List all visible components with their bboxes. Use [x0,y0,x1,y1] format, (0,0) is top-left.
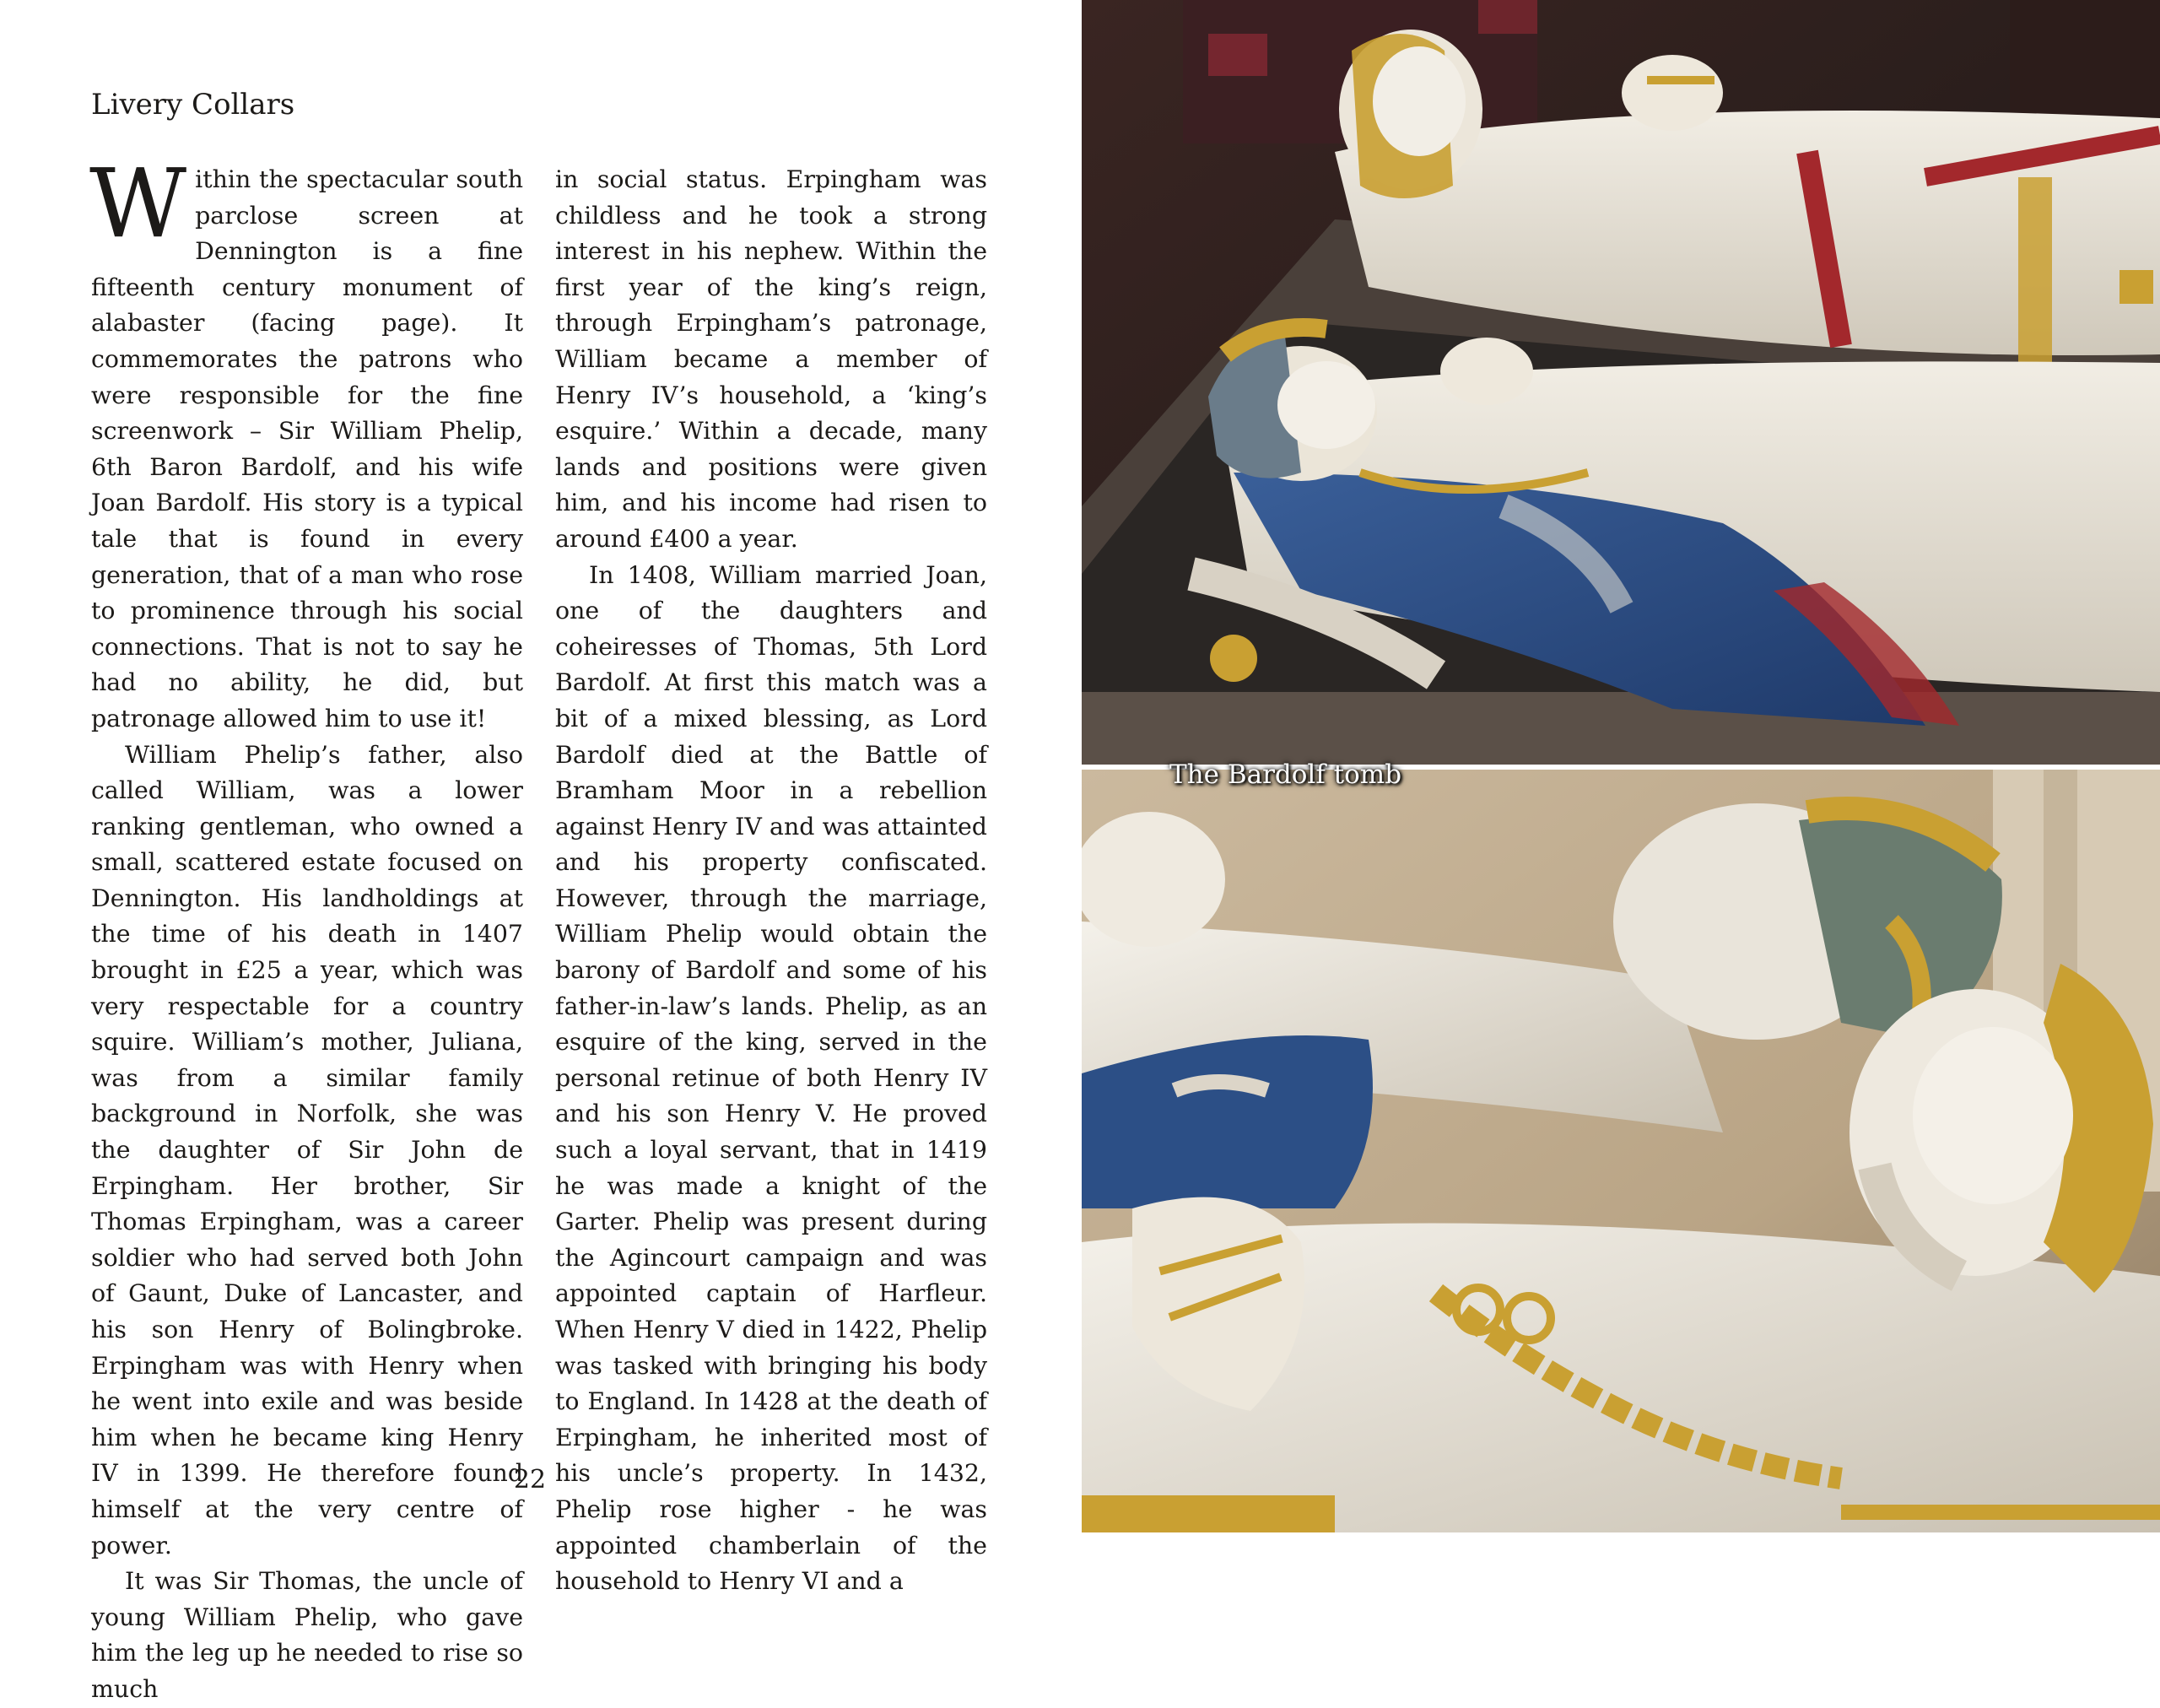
left-page [0,0,1080,1703]
running-head: Livery Collars [91,88,295,122]
paragraph-5: In 1408, William married Joan, one of the daughters and coheiresses of Thomas, 5th Lord Bardolf. At first this match was a bit of a mixed blessing, as Lord Bardolf died at the Battle of Bramham Moor in a rebellion against Henry IV and was attainted and his property confiscated. However, through the marriage, William Phelip would obtain the barony of Bardolf and some of his father-in-law’s lands. Phelip, as an esquire of the king, served in the personal retinue of both Henry IV and his son Henry V. He proved such a loyal servant, that in 1419 he was made a knight of the Garter. Phelip was present during the Agincourt campaign and was appointed captain of Harfleur. When Henry V died in 1422, Phelip was tasked with bringing his body to England. In 1428 at the death of Erpingham, he inherited most of his uncle’s property. In 1432, Phelip rose higher - he was appointed chamberlain of the household to Henry VI and a [555,560,987,1596]
text-column-2 [555,162,987,1600]
right-page [1082,0,2160,1532]
drop-cap: W [89,149,187,259]
tomb-photo-top [1082,0,2160,765]
paragraph-3: It was Sir Thomas, the uncle of young William Phelip, who gave him the leg up he needed to rise so much [91,1567,523,1703]
tomb-photo-bottom [1082,770,2160,1532]
tomb-effigies-closeup-image [1082,770,2160,1532]
paragraph-1 [89,149,523,738]
photo-caption: The Bardolf tomb [1169,759,1402,790]
paragraph-2: William Phelip’s father, also called William, was a lower ranking gentleman, who owned a small, scattered estate focused on Dennington. His landholdings at the time of his death in 1407 brought in £25 a year, which was very respectable for a country squire. William’s mother, Juliana, was from a similar family background in Norfolk, she was the daughter of Sir John de Erpingham. Her brother, Sir Thomas Erpingham, was a career soldier who had served both John of Gaunt, Duke of Lancaster, and his son Henry of Bolingbroke. Erpingham was with Henry when he went into exile and was beside him when he became king Henry IV in 1399. He therefore found himself at the very centre of power. [91,740,523,1559]
paragraph-4: in social status. Erpingham was childless and he took a strong interest in his nephew. Within the first year of the king’s reign, through Erpingham’s patronage, William became a member of Henry IV’s household, a ‘king’s esquire.’ Within a decade, many lands and positions were given him, and his income had risen to around £400 a year. [555,165,987,553]
paragraph-1-text: ithin the spectacular south parclose screen at Dennington is a fine fifteenth century monument of alabaster (facing page). It commemorates the patrons who were responsible for the fine screenwork – Sir William Phelip, 6th Baron Bardolf, and his wife Joan Bardolf. His story is a typical tale that is found in every generation, that of a man who rose to prominence through his social connections. That is not to say he had no ability, he did, but patronage allowed him to use it! [91,165,523,732]
page-number: 22 [513,1465,547,1494]
tomb-effigies-overhead-image [1082,0,2160,765]
